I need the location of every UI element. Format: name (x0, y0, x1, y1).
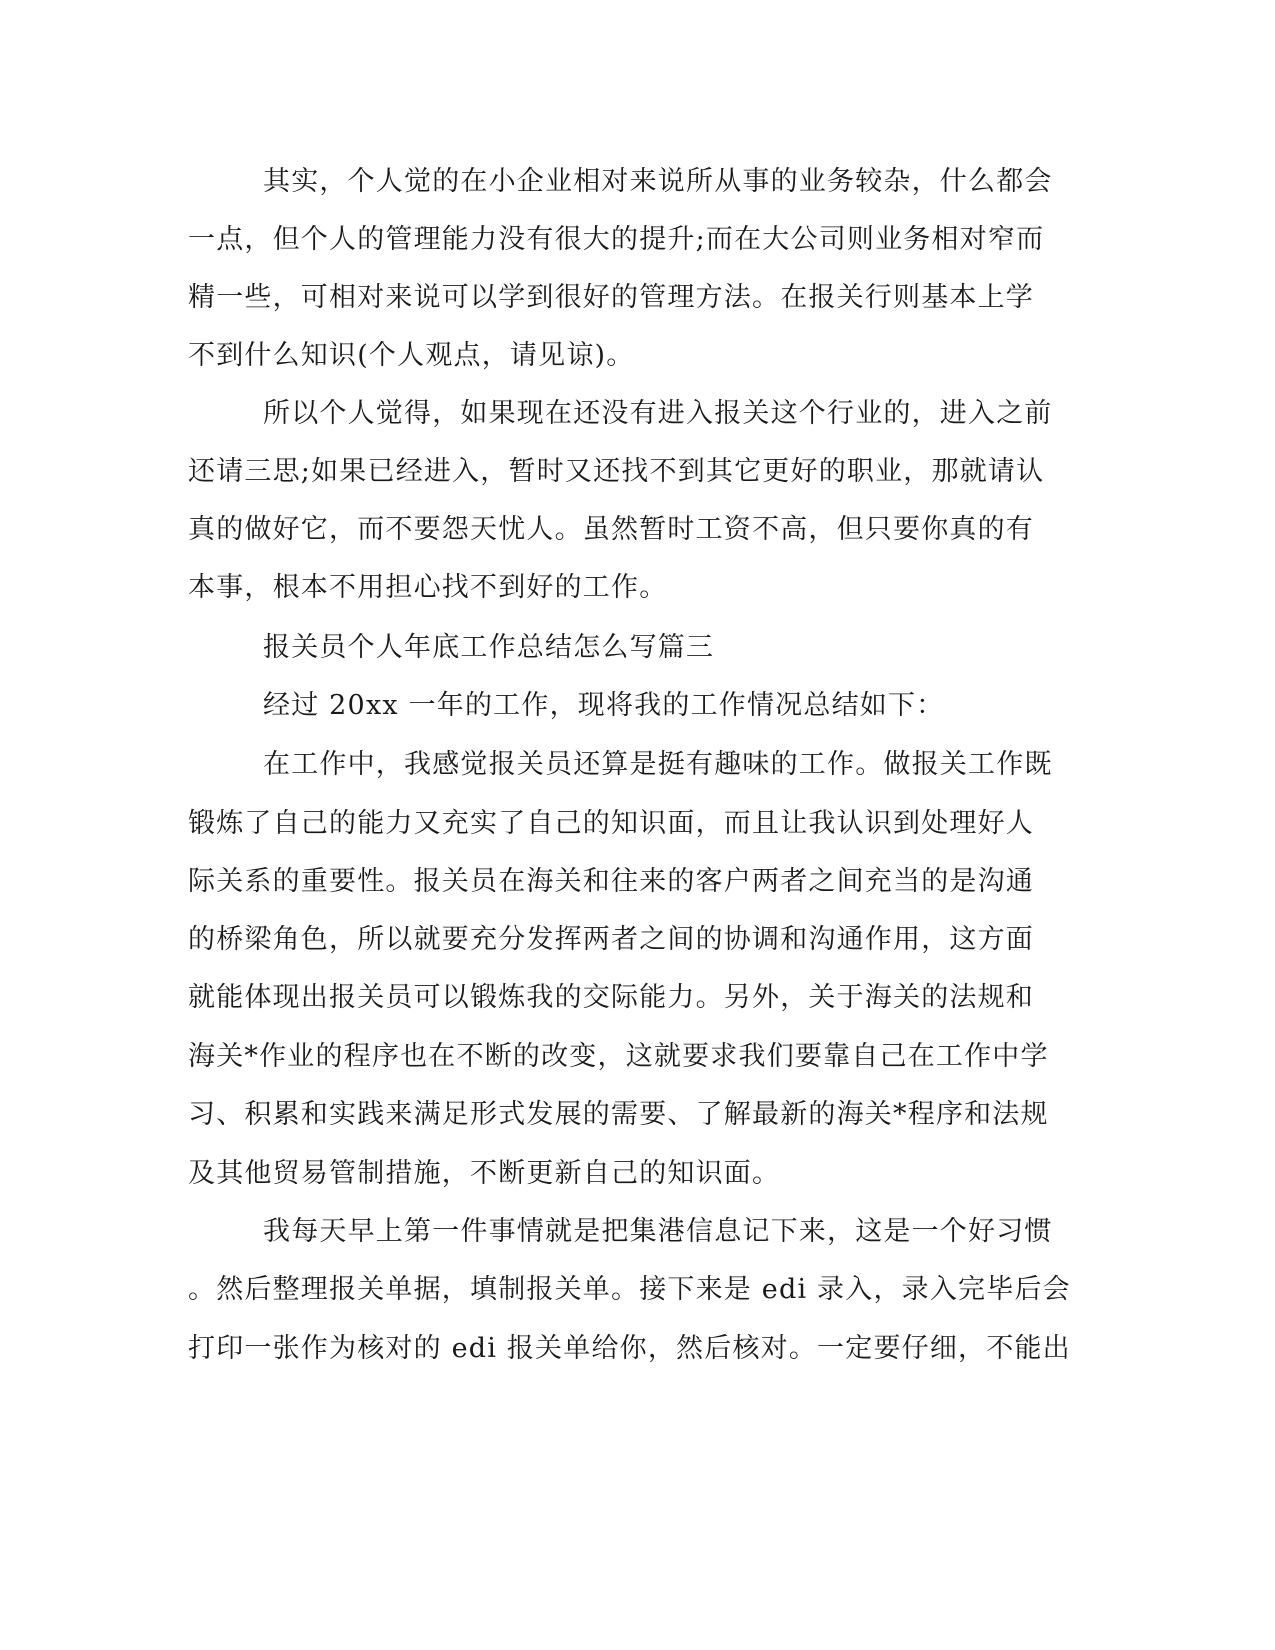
paragraph-2-line-4: 本事，根本不用担心找不到好的工作。 (188, 572, 668, 603)
paragraph-1-line-4: 不到什么知识(个人观点，请见谅)。 (188, 340, 635, 371)
paragraph-3-line-7: 习、积累和实践来满足形式发展的需要、了解最新的海关*程序和法规 (188, 1099, 1049, 1130)
paragraph-1-line-3: 精一些，可相对来说可以学到很好的管理方法。在报关行则基本上学 (188, 282, 1034, 313)
paragraph-3-line-3: 际关系的重要性。报关员在海关和往来的客户两者之间充当的是沟通 (188, 866, 1034, 897)
paragraph-3-line-4: 的桥梁角色，所以就要充分发挥两者之间的协调和沟通作用，这方面 (188, 924, 1034, 955)
paragraph-4-line-2: 。然后整理报关单据，填制报关单。接下来是 edi 录入，录入完毕后会 (188, 1274, 1071, 1305)
paragraph-2-line-2: 还请三思;如果已经进入，暂时又还找不到其它更好的职业，那就请认 (188, 456, 1045, 487)
paragraph-3-line-2: 锻炼了自己的能力又充实了自己的知识面，而且让我认识到处理好人 (188, 808, 1034, 839)
paragraph-3-line-1: 在工作中，我感觉报关员还算是挺有趣味的工作。做报关工作既 (263, 749, 1053, 780)
intro-line: 经过 20xx 一年的工作，现将我的工作情况总结如下： (263, 690, 945, 721)
section-heading: 报关员个人年底工作总结怎么写篇三 (263, 632, 715, 663)
paragraph-2-line-1: 所以个人觉得，如果现在还没有进入报关这个行业的，进入之前 (263, 398, 1053, 429)
paragraph-3-line-8: 及其他贸易管制措施，不断更新自己的知识面。 (188, 1158, 781, 1189)
paragraph-1-line-1: 其实，个人觉的在小企业相对来说所从事的业务较杂，什么都会 (263, 166, 1053, 197)
paragraph-4-line-1: 我每天早上第一件事情就是把集港信息记下来，这是一个好习惯 (263, 1216, 1053, 1247)
paragraph-3-line-5: 就能体现出报关员可以锻炼我的交际能力。另外，关于海关的法规和 (188, 982, 1034, 1013)
paragraph-3-line-6: 海关*作业的程序也在不断的改变，这就要求我们要靠自己在工作中学 (188, 1041, 1049, 1072)
paragraph-2-line-3: 真的做好它，而不要怨天忧人。虽然暂时工资不高，但只要你真的有 (188, 514, 1034, 545)
paragraph-4-line-3: 打印一张作为核对的 edi 报关单给你，然后核对。一定要仔细，不能出 (188, 1333, 1071, 1364)
paragraph-1-line-2: 一点，但个人的管理能力没有很大的提升;而在大公司则业务相对窄而 (188, 224, 1045, 255)
